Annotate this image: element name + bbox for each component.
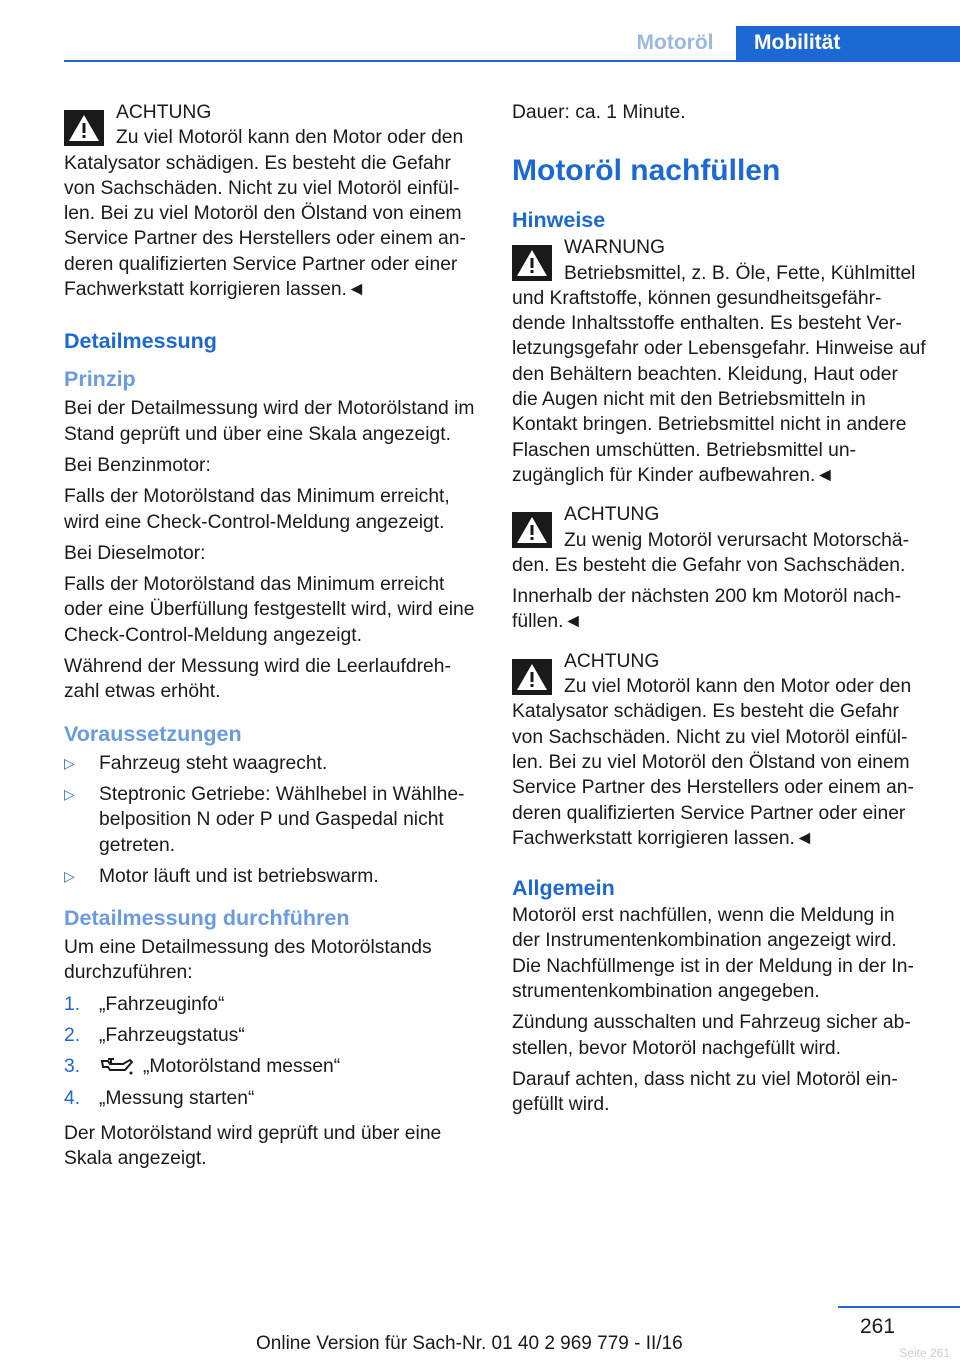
warning-block bbox=[512, 502, 926, 578]
warning-text: Betriebsmittel, z. B. Öle, Fette, Kühlmittel und Kraftstoffe, können gesundheitsgefährdende Inhaltsstoffe enthalten. Es besteht Verletzungsgefahr oder Lebensgefahr. Hinweise auf den Behältern beachten. Kleidung, Haut oder die Augen nicht mit den Betriebsmitteln in Kontakt bringen. Betriebsmittel nicht in andere Flaschen umschütten. Betriebsmittel unzugänglich für Kinder aufbewahren.◄ bbox=[512, 262, 926, 486]
steps-list bbox=[64, 992, 478, 1111]
requirements-list bbox=[64, 751, 478, 889]
paragraph: Bei der Detailmessung wird der Motorölstand im Stand geprüft und über eine Skala angezeigt. bbox=[64, 398, 475, 445]
right-column bbox=[512, 100, 926, 1124]
paragraph: Bei Benzinmotor: bbox=[64, 454, 211, 476]
warning-text: Zu wenig Motoröl verursacht Motorschäden. Es besteht die Gefahr von Sachschäden. bbox=[512, 529, 910, 576]
warning-block bbox=[512, 649, 926, 851]
paragraph: Während der Messung wird die Leerlaufdrehzahl etwas erhöht. bbox=[64, 656, 451, 703]
heading-detailmessung: Detailmessung bbox=[64, 329, 217, 354]
header-rule bbox=[64, 60, 960, 62]
warning-block bbox=[64, 100, 478, 302]
heading-hinweise: Hinweise bbox=[512, 208, 606, 233]
warning-text: Zu viel Motoröl kann den Motor oder den Katalysator schädigen. Es besteht die Gefahr von Sachschäden. Nicht zu viel Motoröl einfüllen. Bei zu viel Motoröl den Ölstand von einem Service Partner des Herstellers oder einem anderen qualifizierten Service Partner oder einer Fachwerkstatt korrigieren lassen.◄ bbox=[512, 676, 914, 849]
page-header bbox=[0, 0, 960, 62]
list-item: 3. „Motorölstand messen“ bbox=[64, 1056, 341, 1078]
paragraph: Darauf achten, dass nicht zu viel Motoröl eingefüllt wird. bbox=[512, 1068, 898, 1116]
triangle-bullet-icon: ▷ bbox=[64, 754, 75, 771]
paragraph: Innerhalb der nächsten 200 km Motoröl nachfüllen.◄ bbox=[512, 586, 902, 633]
list-item: 4. „Messung starten“ bbox=[64, 1087, 255, 1109]
watermark: Seite 261 bbox=[899, 1346, 950, 1360]
triangle-bullet-icon: ▷ bbox=[64, 867, 75, 884]
warning-title: ACHTUNG bbox=[564, 504, 660, 526]
paragraph: Bei Dieselmotor: bbox=[64, 542, 206, 564]
heading-voraussetzungen: Voraussetzungen bbox=[64, 721, 242, 746]
tab-motoroel[interactable]: Motoröl bbox=[636, 31, 714, 54]
paragraph: Um eine Detailmessung des Motorölstands durchzuführen: bbox=[64, 937, 432, 984]
warning-triangle-icon bbox=[512, 245, 552, 281]
paragraph: Falls der Motorölstand das Minimum erreicht, wird eine Check-Control-Meldung angezeigt. bbox=[64, 486, 450, 533]
footer-rule bbox=[838, 1306, 960, 1308]
tab-mobilitaet[interactable]: Mobilität bbox=[736, 26, 960, 62]
paragraph: Der Motorölstand wird geprüft und über eine Skala angezeigt. bbox=[64, 1122, 442, 1170]
paragraph: Motoröl erst nachfüllen, wenn die Meldung in der Instrumentenkombination angezeigt wird. Die Nachfüllmenge ist in der Meldung in der Instrumentenkombination angegeben. bbox=[512, 905, 914, 1003]
left-column bbox=[64, 100, 478, 1178]
warning-triangle-icon bbox=[512, 512, 552, 548]
list-item: ▷ Steptronic Getriebe: Wählhebel in Wählhebelposition N oder P und Gaspedal nicht getreten. bbox=[64, 783, 465, 856]
warning-title: ACHTUNG bbox=[564, 650, 660, 672]
paragraph: Zündung ausschalten und Fahrzeug sicher abstellen, bevor Motoröl nachgefüllt wird. bbox=[512, 1012, 911, 1059]
paragraph: Falls der Motorölstand das Minimum erreicht oder eine Überfüllung festgestellt wird, wird eine Check-Control-Meldung angezeigt. bbox=[64, 574, 475, 646]
triangle-bullet-icon: ▷ bbox=[64, 785, 75, 802]
heading-allgemein: Allgemein bbox=[512, 876, 615, 901]
page-number: 261 bbox=[860, 1315, 896, 1338]
oil-can-icon bbox=[99, 1055, 133, 1075]
warning-block bbox=[512, 235, 926, 488]
warning-text: Zu viel Motoröl kann den Motor oder den Katalysator schädigen. Es besteht die Gefahr von Sachschäden. Nicht zu viel Motoröl einfüllen. Bei zu viel Motoröl den Ölstand von einem Service Partner des Herstellers oder einem anderen qualifizierten Service Partner oder einer Fachwerkstatt korrigieren lassen.◄ bbox=[64, 127, 466, 301]
list-item: 1. „Fahrzeuginfo“ bbox=[64, 993, 225, 1015]
warning-triangle-icon bbox=[64, 110, 104, 146]
heading-prinzip: Prinzip bbox=[64, 367, 136, 392]
warning-triangle-icon bbox=[512, 659, 552, 695]
list-item: 2. „Fahrzeugstatus“ bbox=[64, 1025, 245, 1047]
warning-title: ACHTUNG bbox=[116, 102, 212, 123]
list-item: ▷ Fahrzeug steht waagrecht. bbox=[64, 751, 478, 776]
footer-version-text: Online Version für Sach-Nr. 01 40 2 969 779 - II/16 bbox=[256, 1333, 683, 1354]
heading-motoroel-nachfuellen: Motoröl nachfüllen bbox=[512, 154, 781, 188]
paragraph: Dauer: ca. 1 Minute. bbox=[512, 102, 686, 123]
list-item: ▷ Motor läuft und ist betriebswarm. bbox=[64, 864, 478, 889]
heading-detailmessung-durchfuehren: Detailmessung durchführen bbox=[64, 906, 350, 931]
warning-title: WARNUNG bbox=[564, 237, 666, 259]
